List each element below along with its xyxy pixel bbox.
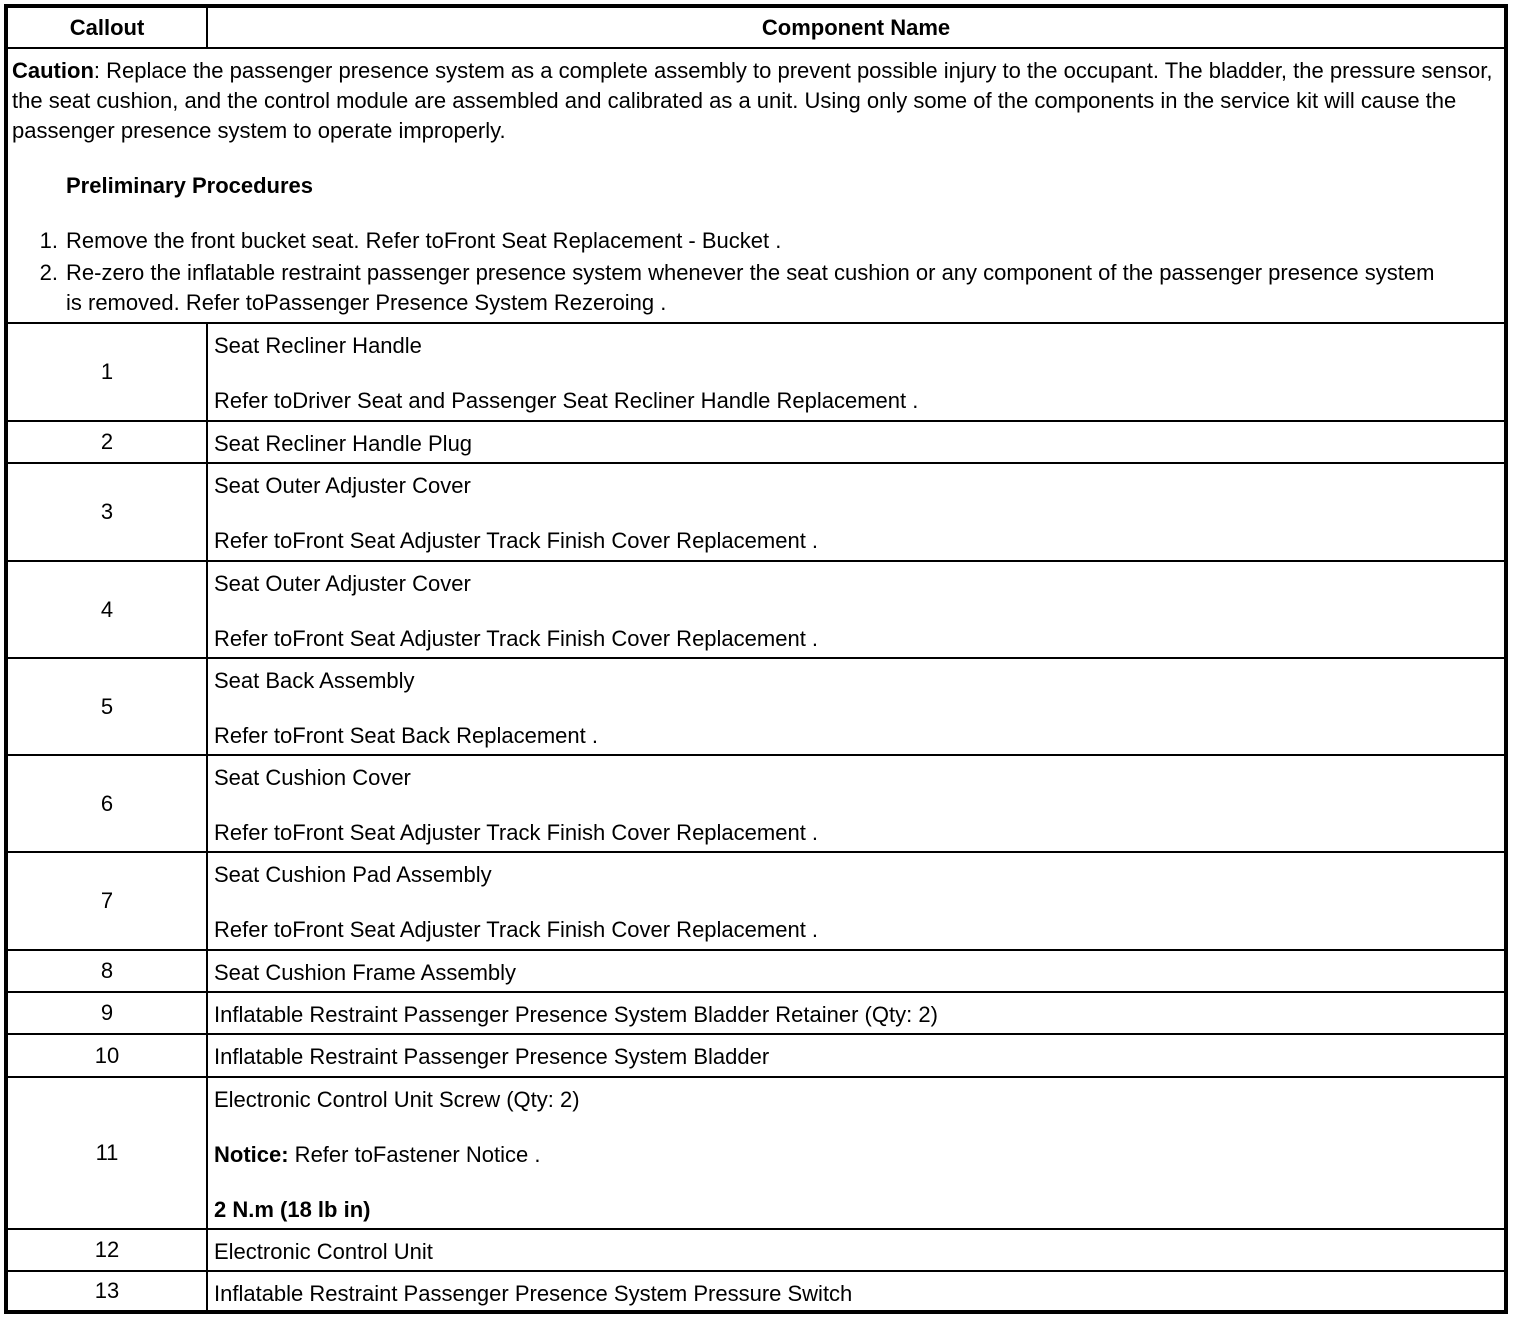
component-name: Inflatable Restraint Passenger Presence System Bladder Retainer (Qty: 2): [214, 1002, 938, 1027]
table-row: [8, 853, 1504, 951]
callout-cell: 4: [8, 562, 208, 657]
callout-cell: 1: [8, 324, 208, 420]
component-table: [4, 4, 1508, 1314]
callout-cell: 12: [8, 1230, 208, 1270]
component-cell: [208, 951, 1504, 991]
component-cell: [208, 562, 1504, 657]
component-name: Seat Recliner Handle: [214, 333, 422, 358]
notice-line: [214, 1141, 1504, 1169]
component-name: Electronic Control Unit: [214, 1239, 433, 1264]
reference-text: Refer toDriver Seat and Passenger Seat Recliner Handle Replacement .: [214, 388, 919, 413]
spacer: [214, 1169, 1504, 1197]
component-name: Seat Cushion Cover: [214, 765, 411, 790]
component-cell: [208, 324, 1504, 420]
torque-spec: 2 N.m (18 lb in): [214, 1197, 371, 1222]
table-row: [8, 756, 1504, 853]
table-row: [8, 1078, 1504, 1230]
notice-text: Refer toFastener Notice .: [288, 1142, 541, 1167]
caution-label: Caution: [12, 58, 94, 83]
callout-cell: 13: [8, 1272, 208, 1310]
component-cell: [208, 464, 1504, 560]
table-row: [8, 1230, 1504, 1272]
reference-text: Refer toFront Seat Adjuster Track Finish Cover Replacement .: [214, 820, 819, 845]
spacer: [214, 360, 1504, 388]
component-name: Inflatable Restraint Passenger Presence System Pressure Switch: [214, 1281, 853, 1306]
table-row: [8, 1035, 1504, 1078]
callout-cell: 9: [8, 993, 208, 1033]
component-name: Seat Cushion Frame Assembly: [214, 960, 517, 985]
callout-cell: 5: [8, 659, 208, 754]
reference-text: Refer toFront Seat Adjuster Track Finish Cover Replacement .: [214, 917, 819, 942]
callout-cell: 3: [8, 464, 208, 560]
table-row: [8, 324, 1504, 422]
component-cell: [208, 1035, 1504, 1076]
table-row: [8, 562, 1504, 659]
component-cell: [208, 422, 1504, 462]
step-text: Re-zero the inflatable restraint passenger presence system whenever the seat cushion or any component of the passenger presence system is removed. Refer toPassenger Presence System Rezeroing .: [66, 260, 1435, 315]
callout-cell: 2: [8, 422, 208, 462]
component-name: Seat Recliner Handle Plug: [214, 431, 473, 456]
reference-text: Refer toFront Seat Back Replacement .: [214, 723, 598, 748]
component-cell: [208, 993, 1504, 1033]
spacer: [214, 889, 1504, 917]
component-cell: [208, 1272, 1504, 1310]
spacer: [214, 695, 1504, 723]
step-text: Remove the front bucket seat. Refer toFront Seat Replacement - Bucket .: [66, 228, 782, 253]
component-cell: [208, 659, 1504, 754]
header-callout: Callout: [8, 8, 208, 47]
step-number: 1.: [39, 228, 58, 253]
table-row: [8, 464, 1504, 562]
caution-text: : Replace the passenger presence system as a complete assembly to prevent possible injury to the occupant. The bladder, the pressure sensor, the seat cushion, and the control module are assembled and calibrated as a unit. Using only some of the components in the service kit will cause the passenger presence system to operate improperly.: [12, 58, 1493, 143]
caution-paragraph: [12, 56, 1504, 146]
component-name: Inflatable Restraint Passenger Presence System Bladder: [214, 1044, 770, 1069]
component-cell: [208, 1230, 1504, 1270]
preliminary-procedures-heading: Preliminary Procedures: [66, 173, 314, 198]
reference-text: Refer toFront Seat Adjuster Track Finish Cover Replacement .: [214, 626, 819, 651]
component-name: Seat Back Assembly: [214, 668, 415, 693]
component-name: Electronic Control Unit Screw (Qty: 2): [214, 1087, 580, 1112]
callout-cell: 8: [8, 951, 208, 991]
component-name: Seat Cushion Pad Assembly: [214, 862, 492, 887]
header-row: [8, 8, 1504, 49]
spacer: [214, 792, 1504, 820]
callout-cell: 11: [8, 1078, 208, 1228]
table-row: [8, 1272, 1504, 1310]
component-name: Seat Outer Adjuster Cover: [214, 473, 471, 498]
notice-label: Notice:: [214, 1142, 289, 1167]
component-name: Seat Outer Adjuster Cover: [214, 571, 471, 596]
caution-cell: [8, 49, 1504, 322]
table-row: [8, 951, 1504, 993]
step-number: 2.: [39, 260, 58, 285]
component-cell: [208, 756, 1504, 851]
spacer: [214, 500, 1504, 528]
table-row: [8, 993, 1504, 1035]
step-item: [12, 226, 1504, 256]
callout-cell: 6: [8, 756, 208, 851]
table-row: [8, 422, 1504, 464]
table-row: [8, 659, 1504, 756]
component-cell: [208, 1078, 1504, 1228]
spacer: [214, 1114, 1504, 1142]
step-item: [12, 258, 1504, 318]
spacer: [214, 598, 1504, 626]
callout-cell: 7: [8, 853, 208, 949]
header-component-name: Component Name: [761, 14, 951, 40]
component-cell: [208, 853, 1504, 949]
callout-cell: 10: [8, 1035, 208, 1076]
reference-text: Refer toFront Seat Adjuster Track Finish Cover Replacement .: [214, 528, 819, 553]
caution-row: [8, 49, 1504, 324]
